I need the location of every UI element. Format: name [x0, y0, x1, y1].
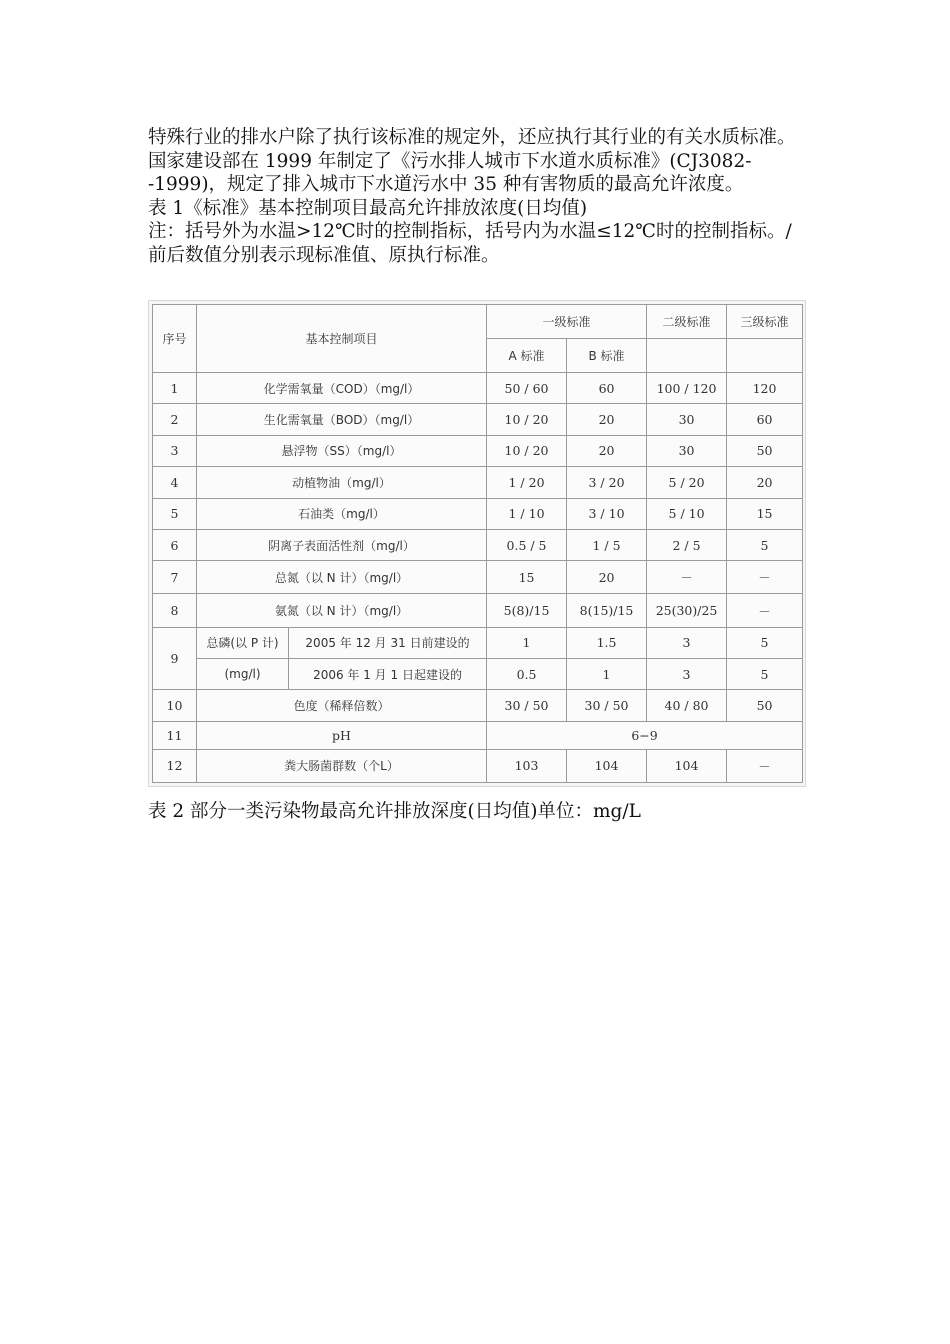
cell-grade2: 25(30)/25	[647, 594, 727, 627]
row-number: 11	[153, 721, 197, 749]
row-number: 1	[153, 373, 197, 404]
cell-a: 15	[487, 561, 567, 594]
cell-grade2: 3	[647, 659, 727, 690]
cell-b: 104	[567, 749, 647, 782]
cell-grade2: 30	[647, 435, 727, 466]
row-number: 9	[153, 627, 197, 690]
cell-a: 5(8)/15	[487, 594, 567, 627]
row-item: 粪大肠菌群数（个L）	[197, 749, 487, 782]
header-item: 基本控制项目	[197, 305, 487, 373]
cell-b: 20	[567, 435, 647, 466]
cell-grade2: －	[647, 561, 727, 594]
row-number: 4	[153, 467, 197, 498]
cell-grade3: 5	[727, 627, 803, 658]
cell-a: 30 / 50	[487, 690, 567, 721]
header-row	[153, 305, 803, 339]
header-grade1-a: A 标准	[487, 339, 567, 373]
header-grade3: 三级标准	[727, 305, 803, 339]
cell-grade2: 40 / 80	[647, 690, 727, 721]
table-row	[153, 594, 803, 627]
table1-image	[148, 300, 806, 787]
cell-grade3: 50	[727, 690, 803, 721]
row-subitem: 2006 年 1 月 1 日起建设的	[289, 659, 487, 690]
cell-b: 30 / 50	[567, 690, 647, 721]
row-item: 动植物油（mg/l）	[197, 467, 487, 498]
cell-b: 1.5	[567, 627, 647, 658]
cell-b: 60	[567, 373, 647, 404]
cell-a: 10 / 20	[487, 404, 567, 435]
cell-b: 8(15)/15	[567, 594, 647, 627]
cell-a: 0.5 / 5	[487, 529, 567, 560]
cell-b: 3 / 10	[567, 498, 647, 529]
phosphorus-label-bottom: (mg/l)	[197, 659, 289, 690]
cell-grade2: 30	[647, 404, 727, 435]
cell-b: 1 / 5	[567, 529, 647, 560]
cell-b: 20	[567, 561, 647, 594]
cell-grade3: 50	[727, 435, 803, 466]
row-item: 悬浮物（SS）（mg/l）	[197, 435, 487, 466]
standards-table	[152, 304, 803, 783]
cell-grade3: －	[727, 594, 803, 627]
cell-a: 50 / 60	[487, 373, 567, 404]
table1-caption: 表 1《标准》基本控制项目最高允许排放浓度(日均值)	[148, 197, 588, 219]
cell-b: 20	[567, 404, 647, 435]
header-grade2: 二级标准	[647, 305, 727, 339]
header-grade1: 一级标准	[487, 305, 647, 339]
table-row	[153, 529, 803, 560]
body-text	[148, 126, 808, 267]
cell-grade3: 15	[727, 498, 803, 529]
table-row	[153, 690, 803, 721]
row-item: 化学需氧量（COD）（mg/l）	[197, 373, 487, 404]
table-row	[153, 561, 803, 594]
cell-a: 103	[487, 749, 567, 782]
row-number: 3	[153, 435, 197, 466]
cell-grade3: 120	[727, 373, 803, 404]
cell-a: 1 / 20	[487, 467, 567, 498]
header-seq: 序号	[153, 305, 197, 373]
cell-a: 10 / 20	[487, 435, 567, 466]
table-row	[153, 721, 803, 749]
header-grade2-empty	[647, 339, 727, 373]
cell-a: 1	[487, 627, 567, 658]
cell-b: 1	[567, 659, 647, 690]
cell-grade3: －	[727, 561, 803, 594]
cell-grade2: 104	[647, 749, 727, 782]
cell-grade3: 20	[727, 467, 803, 498]
cell-a: 1 / 10	[487, 498, 567, 529]
cell-grade3: 60	[727, 404, 803, 435]
cell-grade2: 5 / 10	[647, 498, 727, 529]
cell-a: 0.5	[487, 659, 567, 690]
table-row	[153, 749, 803, 782]
table2-caption: 表 2 部分一类污染物最高允许排放深度(日均值)单位：mg/L	[148, 801, 641, 822]
row-item: pH	[197, 721, 487, 749]
row-number: 2	[153, 404, 197, 435]
cell-grade3: 5	[727, 529, 803, 560]
row-number: 5	[153, 498, 197, 529]
cell-b: 3 / 20	[567, 467, 647, 498]
row-item: 石油类（mg/l）	[197, 498, 487, 529]
row-subitem: 2005 年 12 月 31 日前建设的	[289, 627, 487, 658]
row-item: 总氮（以 N 计）（mg/l）	[197, 561, 487, 594]
row-item: 色度（稀释倍数）	[197, 690, 487, 721]
intro-paragraph: 特殊行业的排水户除了执行该标准的规定外，还应执行其行业的有关水质标准。国家建设部在 1999 年制定了《污水排人城市下水道水质标准》(CJ3082--1999)，规定了排入城市下水道污水中 35 种有害物质的最高允许浓度。	[148, 127, 796, 195]
table-row-phosphorus-b	[153, 659, 803, 690]
cell-grade3: 5	[727, 659, 803, 690]
cell-grade2: 5 / 20	[647, 467, 727, 498]
table-row	[153, 498, 803, 529]
table-row	[153, 435, 803, 466]
ph-range: 6−9	[487, 721, 803, 749]
cell-grade2: 100 / 120	[647, 373, 727, 404]
phosphorus-label-top: 总磷(以 P 计)	[197, 627, 289, 658]
row-item: 生化需氧量（BOD）（mg/l）	[197, 404, 487, 435]
row-number: 6	[153, 529, 197, 560]
row-number: 10	[153, 690, 197, 721]
header-grade3-empty	[727, 339, 803, 373]
table-row	[153, 404, 803, 435]
row-item: 氨氮（以 N 计）（mg/l）	[197, 594, 487, 627]
header-grade1-b: B 标准	[567, 339, 647, 373]
row-number: 8	[153, 594, 197, 627]
table-row	[153, 467, 803, 498]
row-number: 12	[153, 749, 197, 782]
table1-note: 注：括号外为水温>12℃时的控制指标，括号内为水温≤12℃时的控制指标。/前后数值分别表示现标准值、原执行标准。	[148, 221, 792, 266]
cell-grade3: －	[727, 749, 803, 782]
row-item: 阴离子表面活性剂（mg/l）	[197, 529, 487, 560]
cell-grade2: 2 / 5	[647, 529, 727, 560]
row-number: 7	[153, 561, 197, 594]
table-row	[153, 373, 803, 404]
table-row-phosphorus-a	[153, 627, 803, 658]
cell-grade2: 3	[647, 627, 727, 658]
